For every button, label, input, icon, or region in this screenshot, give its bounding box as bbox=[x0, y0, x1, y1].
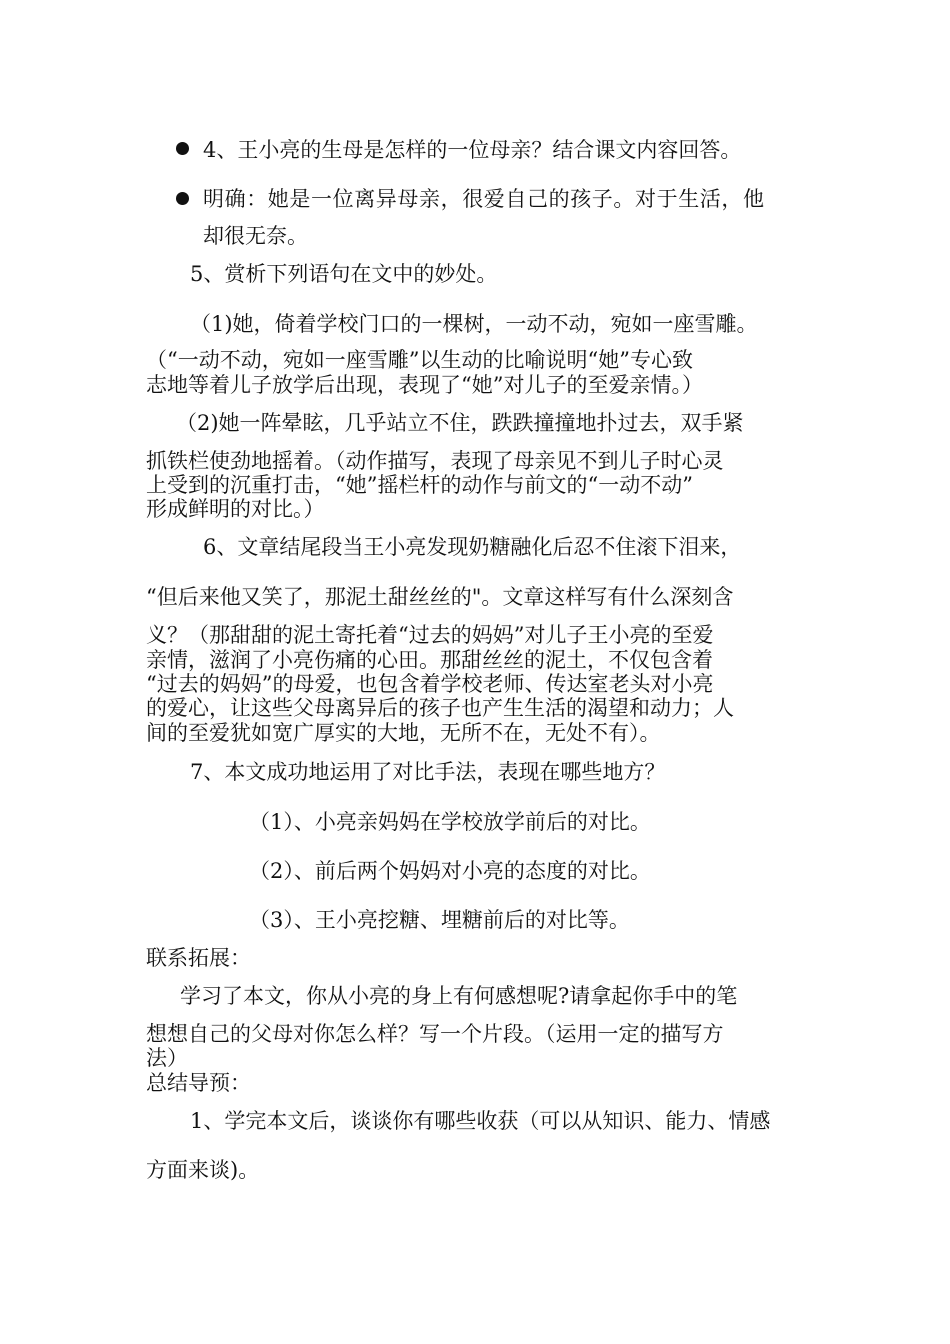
question-6-line-3: 义？（那甜甜的泥土寄托着“过去的妈妈”对儿子王小亮的至爱 bbox=[146, 623, 714, 647]
question-5: 5、赏析下列语句在文中的妙处。 bbox=[190, 262, 498, 286]
contrast-1: （1）、小亮亲妈妈在学校放学前后的对比。 bbox=[249, 810, 651, 834]
summary-line-2: 方面来谈)。 bbox=[146, 1158, 260, 1182]
sentence-1-note-line-2: 志地等着儿子放学后出现，表现了“她”对儿子的至爱亲情。） bbox=[146, 373, 703, 397]
question-6-line-2: “但后来他又笑了，那泥土甜丝丝的"。文章这样写有什么深刻含 bbox=[146, 585, 734, 609]
extension-line-3: 法） bbox=[146, 1046, 188, 1070]
answer-4-line-1: 明确：她是一位离异母亲，很爱自己的孩子。对于生活，他 bbox=[203, 187, 765, 211]
question-4: 4、王小亮的生母是怎样的一位母亲？结合课文内容回答。 bbox=[203, 138, 742, 162]
contrast-3: （3）、王小亮挖糖、埋糖前后的对比等。 bbox=[249, 908, 630, 932]
sentence-2-line-3: 上受到的沉重打击，“她”摇栏杆的动作与前文的“一动不动” bbox=[146, 473, 693, 497]
extension-line-2: 想想自己的父母对你怎么样？写一个片段。（运用一定的描写方 bbox=[146, 1022, 724, 1046]
summary-title: 总结导预： bbox=[146, 1071, 251, 1095]
question-6-line-1: 6、文章结尾段当王小亮发现奶糖融化后忍不住滚下泪来， bbox=[203, 535, 742, 559]
answer-4-line-2: 却很无奈。 bbox=[203, 224, 308, 248]
sentence-2-line-2: 抓铁栏使劲地摇着。（动作描写，表现了母亲见不到儿子时心灵 bbox=[146, 449, 724, 473]
contrast-2: （2）、前后两个妈妈对小亮的态度的对比。 bbox=[249, 859, 651, 883]
sentence-2-line-1: （2)她一阵晕眩，几乎站立不住，跌跌撞撞地扑过去，双手紧 bbox=[176, 411, 744, 435]
extension-title: 联系拓展： bbox=[146, 946, 251, 970]
sentence-1: （1)她，倚着学校门口的一棵树，一动不动，宛如一座雪雕。 bbox=[190, 312, 758, 336]
bullet-icon bbox=[176, 142, 189, 155]
question-6-line-4: 亲情，滋润了小亮伤痛的心田。那甜丝丝的泥土，不仅包含着 bbox=[146, 648, 713, 672]
question-6-line-6: 的爱心，让这些父母离异后的孩子也产生生活的渴望和动力；人 bbox=[146, 696, 734, 720]
bullet-icon bbox=[176, 192, 189, 205]
question-6-line-7: 间的至爱犹如宽广厚实的大地，无所不在，无处不有）。 bbox=[146, 721, 661, 745]
question-7: 7、本文成功地运用了对比手法，表现在哪些地方？ bbox=[190, 760, 666, 784]
sentence-1-note-line-1: （“一动不动，宛如一座雪雕”以生动的比喻说明“她”专心致 bbox=[146, 348, 693, 372]
sentence-2-line-4: 形成鲜明的对比。） bbox=[146, 497, 325, 521]
extension-line-1: 学习了本文，你从小亮的身上有何感想呢?请拿起你手中的笔 bbox=[180, 984, 738, 1008]
summary-line-1: 1、学完本文后，谈谈你有哪些收获（可以从知识、能力、情感 bbox=[190, 1109, 771, 1133]
question-6-line-5: “过去的妈妈”的母爱，也包含着学校老师、传达室老头对小亮 bbox=[146, 672, 714, 696]
